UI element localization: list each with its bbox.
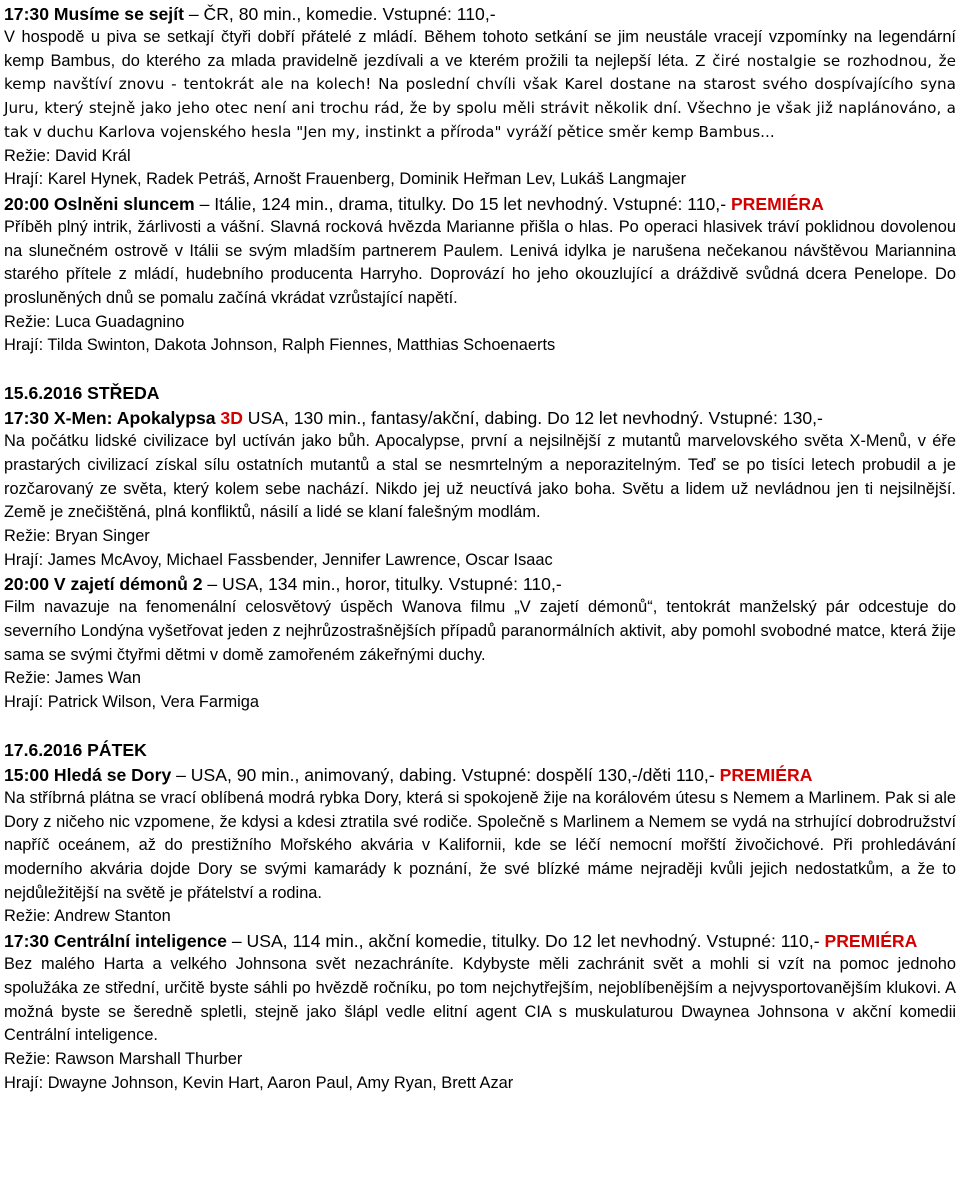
film-director: Režie: Andrew Stanton [4, 907, 171, 926]
film-details: USA, 130 min., fantasy/akční, dabing. Do 12 let nevhodný. Vstupné: 130,- [242, 408, 823, 429]
film-time: 20:00 [4, 574, 49, 595]
film-cast: Hrají: Patrick Wilson, Vera Farmiga [4, 693, 260, 712]
spacer [4, 715, 956, 738]
film-director: Režie: James Wan [4, 669, 141, 688]
film-title: X-Men: Apokalypsa [53, 408, 216, 429]
film-details: – Itálie, 124 min., drama, titulky. Do 15 let nevhodný. Vstupné: 110,- [194, 193, 731, 214]
film-description: Příběh plný intrik, žárlivosti a vášní. Slavná rocková hvězda Marianne přišla o hlas. Po operaci hlasivek tráví poklidnou dovolenou na slunečném ostrově v Itálii se svým mladším partnerem Paulem. Lenivá idylka je narušena nečekanou návštěvou Mariannina starého přítele z mládí, hudebního producenta Harryho. Doprovází ho jeho okouzlující a dráždivě svůdná dcera Penelope. Do prosluněných dnů se pomalu začíná vkrádat vzrůstající napětí. [4, 217, 956, 308]
film-header [4, 763, 956, 787]
film-time: 15:00 [4, 764, 49, 785]
film-title: Hledá se Dory [53, 764, 172, 785]
film-cast: Hrají: Tilda Swinton, Dakota Johnson, Ralph Fiennes, Matthias Schoenaerts [4, 336, 556, 355]
date-heading: 17.6.2016 PÁTEK [4, 739, 147, 760]
film-details: – USA, 134 min., horor, titulky. Vstupné: 110,- [202, 574, 562, 595]
film-header [4, 572, 956, 596]
date-heading: 15.6.2016 STŘEDA [4, 383, 160, 404]
premiere-badge: PREMIÉRA [719, 764, 813, 785]
film-description-part-a: V hospodě u piva se setkají čtyři dobří přátelé z mládí. Během tohoto setkání se jim neustále vracejí vzpomínky na legendární kemp Bambus, do kterého za mlada pravidelně jezdívali a ve kterém prožili ta nejlepší léta. [4, 28, 956, 70]
film-cast: Hrají: Dwayne Johnson, Kevin Hart, Aaron Paul, Amy Ryan, Brett Azar [4, 1073, 514, 1092]
premiere-badge: PREMIÉRA [730, 193, 824, 214]
film-cast: Hrají: James McAvoy, Michael Fassbender, Jennifer Lawrence, Oscar Isaac [4, 550, 553, 569]
film-description: Na stříbrná plátna se vrací oblíbená modrá rybka Dory, která si spokojeně žije na korálovém útesu s Nemem a Marlinem. Pak si ale Dory z ničeho nic vzpomene, že kdysi a kdesi ztratila své rodiče. Společně s Marlinem a Nemem se vydá na strhující dobrodružství napříč oceánem, až do prestižního Mořského akvária v Kalifornii, kde se léčí nemocní mořští živočichové. Při prohledávání moderního akvária dojde Dory se svými kamarády k poznání, že své blízké máme nejraději kvůli jejich nedostatkům, a že to nejdůležitější na světě je přátelství a rodina. [4, 788, 956, 902]
film-director: Režie: Rawson Marshall Thurber [4, 1049, 243, 1068]
film-header [4, 406, 956, 430]
film-time: 17:30 [4, 4, 49, 24]
film-title: Centrální inteligence [53, 931, 227, 952]
film-description [4, 26, 956, 145]
film-header [4, 192, 956, 216]
film-director: Režie: Bryan Singer [4, 526, 150, 545]
film-details: – USA, 90 min., animovaný, dabing. Vstupné: dospělí 130,-/děti 110,- [171, 764, 720, 785]
film-header [4, 929, 956, 953]
film-header [4, 2, 956, 26]
film-title: Musíme se sejít [53, 4, 184, 24]
film-cast: Hrají: Karel Hynek, Radek Petráš, Arnošt Frauenberg, Dominik Heřman Lev, Lukáš Langmajer [4, 170, 687, 189]
film-time: 20:00 [4, 193, 49, 214]
film-description: Film navazuje na fenomenální celosvětový úspěch Wanova filmu „V zajetí démonů“, tentokrát manželský pár odcestuje do severního Londýna vyšetřovat jeden z nejhrůzostrašnějších případů paranormálních aktivit, aby pomohl svobodné matce, která žije sama se svými čtyřmi dětmi v domě zamořeném zákeřnými duchy. [4, 598, 956, 664]
film-description-part-b: Z čiré nostalgie se rozhodnou, že kemp navštíví znovu - tentokrát ale na kolech! Na poslední chvíli však Karel dostane na starost svého dospívajícího syna Juru, který stejně jako jeho otec není ani trochu rád, že by spolu měli strávit několik dní. Všechno je však již naplánováno, a tak v duchu Karlova vojenského hesla "Jen my, instinkt a příroda" vyráží pětice směr kemp Bambus... [4, 51, 956, 141]
film-director: Režie: David Král [4, 146, 131, 165]
film-director: Režie: Luca Guadagnino [4, 312, 185, 331]
film-title: V zajetí démonů 2 [53, 574, 203, 595]
format-3d-badge: 3D [220, 408, 243, 429]
spacer [4, 358, 956, 381]
film-time: 17:30 [4, 931, 49, 952]
film-time: 17:30 [4, 408, 49, 429]
film-description: Bez malého Harta a velkého Johnsona svět nezachráníte. Kdybyste měli zachránit svět a mohli si vzít na pomoc jednoho spolužáka ze střední, určitě byste sáhli po hvězdě ročníku, po tom nejchytřejším, nejoblíbenějším a nejvysportovanějším klukovi. A možná byste se šeredně spletli, stejně jako šlápl vedle elitní agent CIA s muskulaturou Dwaynea Johnsona v akční komedii Centrální inteligence. [4, 955, 956, 1045]
film-title: Oslněni sluncem [53, 193, 195, 214]
film-description: Na počátku lidské civilizace byl uctíván jako bůh. Apocalypse, první a nejsilnější z mutantů marvelovského světa X-Menů, v éře prastarých civilizací získal sílu ostatních mutantů a stal se nesmrtelným a neporazitelným. Teď se po tisíci letech probudil a je rozčarovaný ze světa, který kolem sebe nachází. Nikdo jej už neuctívá jako boha. Světu a lidem už nevládnou jen ti nejsilnější. Země je znečištěná, plná konfliktů, násilí a lidé se klaní falešným modlám. [4, 432, 956, 522]
film-details: – ČR, 80 min., komedie. Vstupné: 110,- [183, 4, 496, 24]
premiere-badge: PREMIÉRA [824, 931, 918, 952]
film-details: – USA, 114 min., akční komedie, titulky. Do 12 let nevhodný. Vstupné: 110,- [226, 931, 825, 952]
